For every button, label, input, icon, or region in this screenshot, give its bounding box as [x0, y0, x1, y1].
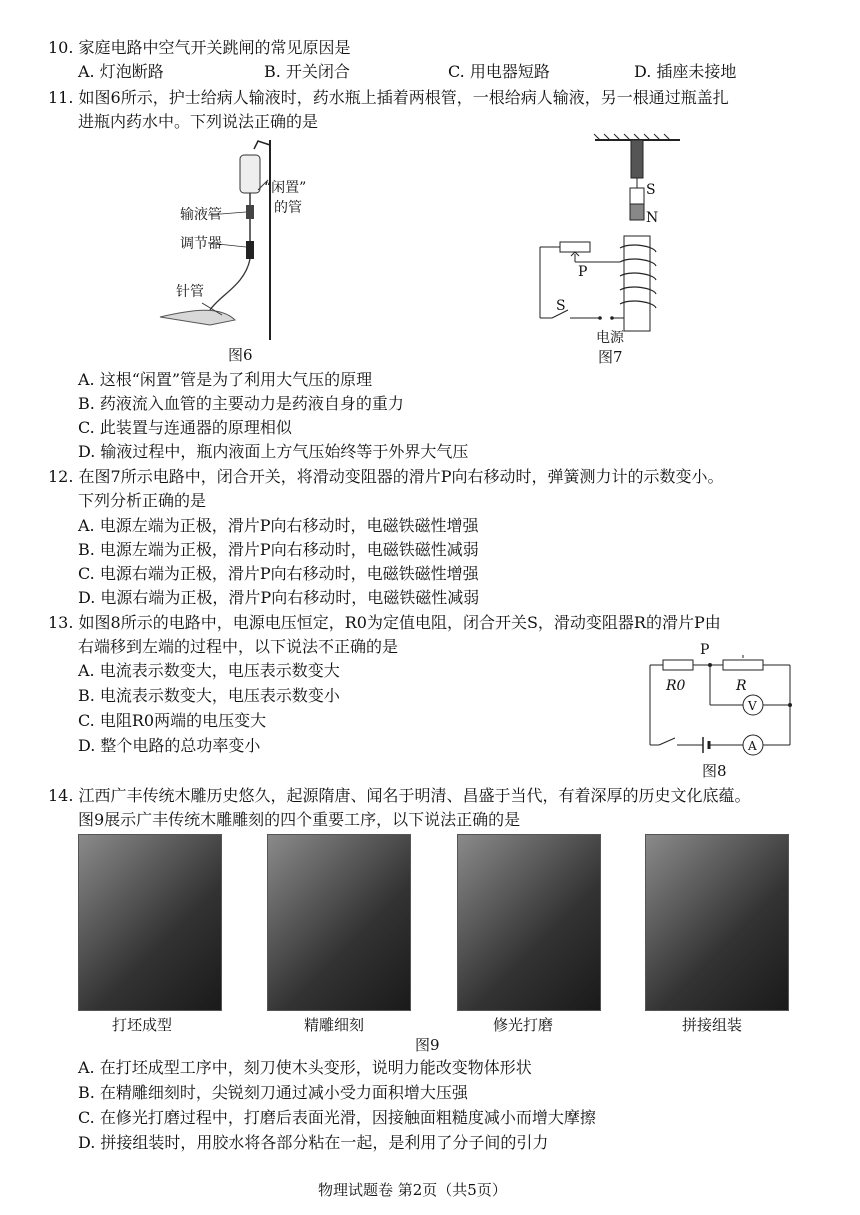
- q14-option-c: C. 在修光打磨过程中，打磨后表面光滑，因接触面粗糙度减小而增大摩擦: [78, 1108, 596, 1127]
- fig6-label-regulator: 调节器: [180, 236, 222, 252]
- fig6-caption: 图6: [228, 346, 253, 364]
- q13-option-a: A. 电流表示数变大，电压表示数变大: [78, 661, 340, 680]
- q12-stem-line2: 下列分析正确的是: [78, 491, 207, 510]
- q10-option-d: D. 插座未接地: [634, 62, 737, 81]
- q11-option-d: D. 输液过程中，瓶内液面上方气压始终等于外界大气压: [78, 442, 469, 461]
- q12-option-c: C. 电源右端为正极，滑片P向右移动时，电磁铁磁性增强: [78, 564, 479, 583]
- photo-assembly: [645, 834, 789, 1011]
- page-footer: 物理试题卷 第2页（共5页）: [318, 1181, 507, 1199]
- fig7-label-p: P: [578, 264, 588, 280]
- q11-stem-line1: 11. 如图6所示，护士给病人输液时，药水瓶上插着两根管，一根给病人输液，另一根通过瓶盖扎: [48, 88, 729, 107]
- fig7-label-n-pole: N: [646, 210, 659, 226]
- q12-option-d: D. 电源右端为正极，滑片P向右移动时，电磁铁磁性减弱: [78, 588, 480, 607]
- photo-caption-1: 打坯成型: [112, 1016, 173, 1034]
- q14-option-b: B. 在精雕细刻时，尖锐刻刀通过减小受力面积增大压强: [78, 1083, 468, 1102]
- fig8-caption: 图8: [702, 762, 727, 780]
- fig8-voltmeter-label: V: [748, 699, 757, 713]
- fig6-label-idle-2: 的管: [274, 200, 302, 216]
- q13-option-b: B. 电流表示数变大，电压表示数变小: [78, 686, 340, 705]
- photo-polishing: [457, 834, 601, 1011]
- fig8-label-r: R: [736, 678, 747, 694]
- fig8-label-r0: R0: [666, 678, 686, 694]
- q14-option-d: D. 拼接组装时，用胶水将各部分粘在一起，是利用了分子间的引力: [78, 1133, 549, 1152]
- fig7-label-switch: S: [556, 298, 566, 314]
- q11-option-a: A. 这根“闲置”管是为了利用大气压的原理: [78, 370, 373, 389]
- fig6-label-needle: 针管: [176, 284, 204, 300]
- q14-option-a: A. 在打坯成型工序中，刻刀使木头变形，说明力能改变物体形状: [78, 1058, 532, 1077]
- q11-stem-line2: 进瓶内药水中。下列说法正确的是: [78, 112, 319, 131]
- q12-option-a: A. 电源左端为正极，滑片P向右移动时，电磁铁磁性增强: [78, 516, 479, 535]
- q13-stem-line1: 13. 如图8所示的电路中，电源电压恒定，R0为定值电阻，闭合开关S，滑动变阻器R的滑片P由: [48, 613, 721, 632]
- figure-7-electromagnet-circuit: [530, 130, 700, 350]
- photo-caption-4: 拼接组装: [682, 1016, 743, 1034]
- fig7-caption: 图7: [598, 348, 623, 366]
- q10-option-a: A. 灯泡断路: [78, 62, 164, 81]
- photo-roughing: [78, 834, 222, 1011]
- q10-option-c: C. 用电器短路: [448, 62, 550, 81]
- q10-stem: 10. 家庭电路中空气开关跳闸的常见原因是: [48, 38, 351, 57]
- q11-option-b: B. 药液流入血管的主要动力是药液自身的重力: [78, 394, 404, 413]
- fig7-label-s-pole: S: [646, 182, 656, 198]
- q13-option-c: C. 电阻R0两端的电压变大: [78, 711, 267, 730]
- q12-stem-line1: 12. 在图7所示电路中，闭合开关，将滑动变阻器的滑片P向右移动时，弹簧测力计的示数变小。: [48, 467, 724, 486]
- q12-option-b: B. 电源左端为正极，滑片P向右移动时，电磁铁磁性减弱: [78, 540, 479, 559]
- photo-fine-carving: [267, 834, 411, 1011]
- q14-stem-line1: 14. 江西广丰传统木雕历史悠久，起源隋唐、闻名于明清、昌盛于当代，有着深厚的历史文化底蕴。: [48, 786, 751, 805]
- photo-caption-3: 修光打磨: [493, 1016, 554, 1034]
- fig8-ammeter-label: A: [748, 739, 757, 753]
- q10-option-b: B. 开关闭合: [264, 62, 350, 81]
- fig7-label-source: 电源: [596, 330, 624, 346]
- fig6-label-tube: 输液管: [180, 207, 222, 223]
- q11-option-c: C. 此装置与连通器的原理相似: [78, 418, 292, 437]
- q13-option-d: D. 整个电路的总功率变小: [78, 736, 261, 755]
- q14-stem-line2: 图9展示广丰传统木雕雕刻的四个重要工序，以下说法正确的是: [78, 810, 521, 829]
- fig9-caption: 图9: [415, 1036, 440, 1054]
- fig8-label-p: P: [700, 642, 710, 658]
- photo-caption-2: 精雕细刻: [304, 1016, 365, 1034]
- figure-8-circuit: [645, 655, 805, 765]
- q13-stem-line2: 右端移到左端的过程中，以下说法不正确的是: [78, 637, 399, 656]
- fig6-label-idle-1: “闲置”: [264, 180, 307, 196]
